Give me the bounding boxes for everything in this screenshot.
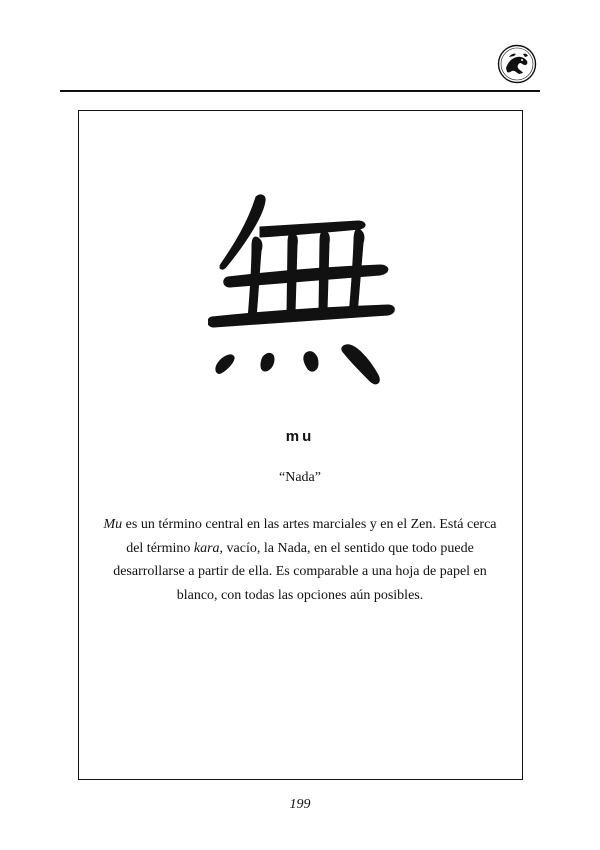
term-description [96,513,504,607]
term-kara-italic: kara [193,540,220,556]
description-part-2: , vacío, la Nada, en el sentido que todo puede desarrollarse a partir de ella. Es comparable a una hoja de papel en blanco, con todas las opciones aún posibles. [113,540,487,603]
term-translation: “Nada” [279,470,321,485]
mu-kanji-calligraphy [208,185,398,390]
page-number: 199 [289,797,311,812]
description-part-1: es un término central en las artes marciales y en el Zen. Está cerca del término [122,517,497,556]
header-rule [60,90,540,92]
term-romanization: mu [285,428,315,445]
term-mu-italic: Mu [103,517,123,532]
tiger-emblem-icon [497,44,537,84]
